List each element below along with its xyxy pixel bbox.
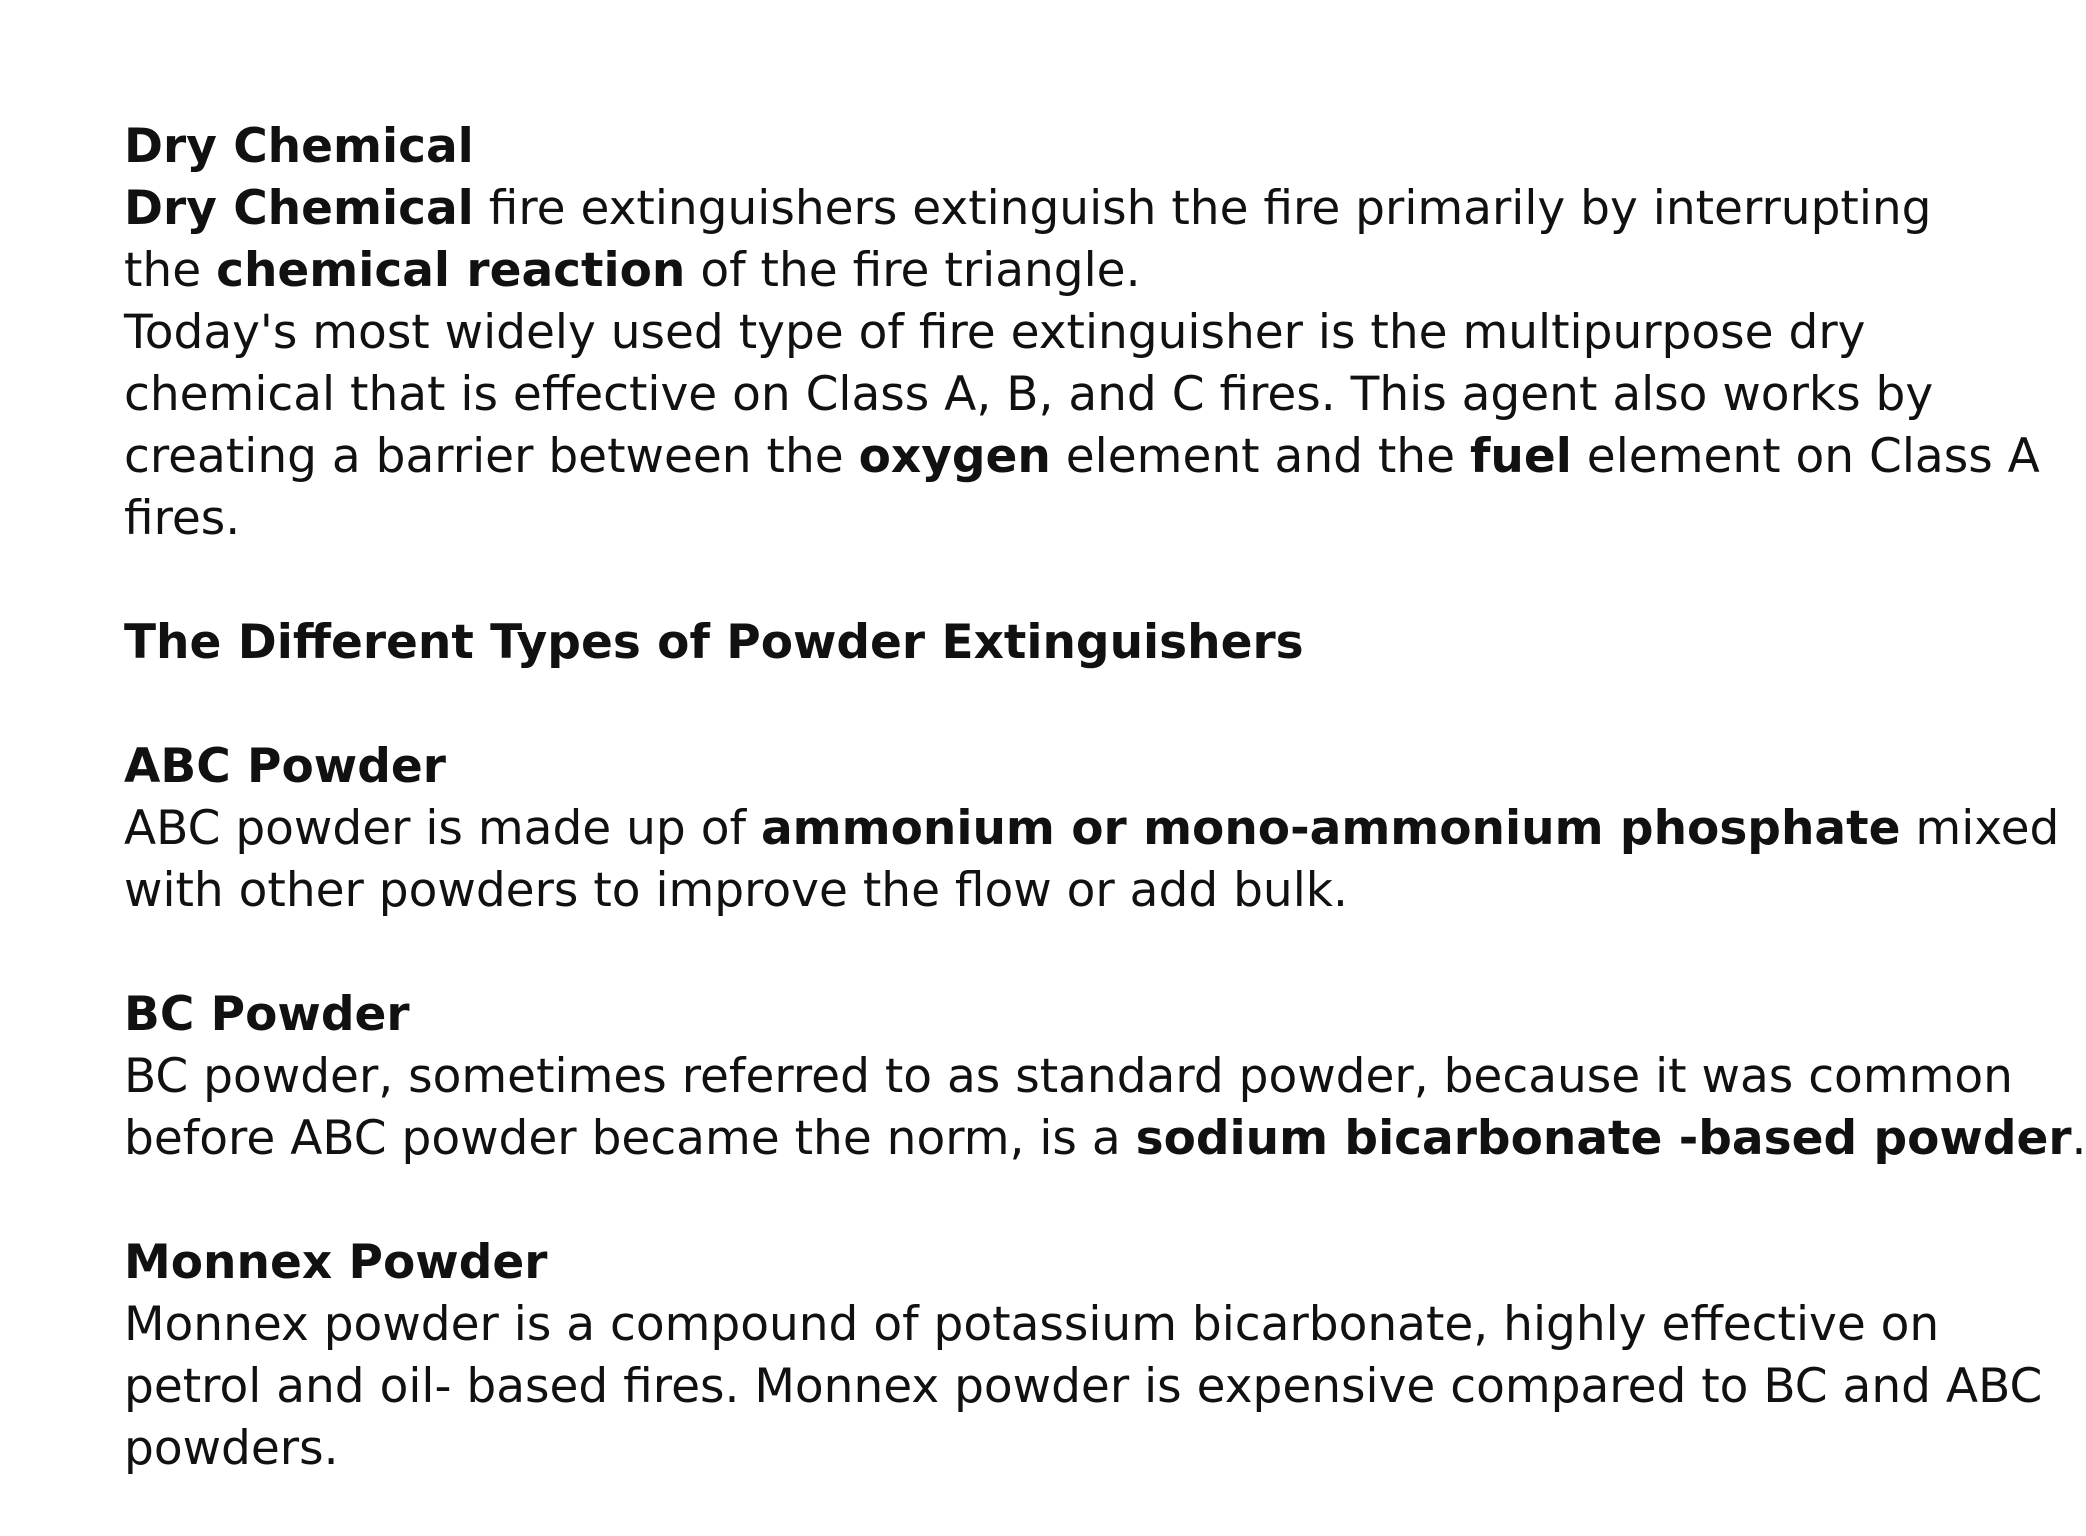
monnex-powder-heading: Monnex Powder — [124, 1235, 548, 1290]
dry-chemical-text: the — [124, 243, 217, 298]
dry-chemical-paragraph-line-1 — [124, 178, 2024, 240]
multipurpose-paragraph-line-2: chemical that is effective on Class A, B, and C fires. This agent also works by — [124, 367, 1934, 422]
multipurpose-paragraph-line-1: Today's most widely used type of fire extinguisher is the multipurpose dry — [124, 305, 1866, 360]
bc-powder-text: . — [2071, 1111, 2086, 1166]
multipurpose-paragraph-line-3 — [124, 426, 2040, 488]
slide-content — [124, 116, 2086, 1480]
dry-chemical-paragraph-line-2 — [124, 240, 2024, 302]
bc-powder-line-2 — [124, 1108, 2086, 1170]
sodium-bicarbonate-term: sodium bicarbonate -based powder — [1135, 1111, 2072, 1166]
fuel-term: fuel — [1469, 429, 1572, 484]
multipurpose-text: element and the — [1050, 429, 1470, 484]
abc-powder-line-2: with other powders to improve the flow or add bulk. — [124, 863, 1348, 918]
oxygen-term: oxygen — [858, 429, 1051, 484]
bc-powder-text: before ABC powder became the norm, is a — [124, 1111, 1136, 1166]
abc-powder-heading: ABC Powder — [124, 739, 446, 794]
spacer — [124, 1170, 2024, 1232]
spacer — [124, 674, 2024, 736]
multipurpose-text: element on Class A — [1571, 429, 2040, 484]
dry-chemical-text: fire extinguishers extinguish the fire primarily by interrupting — [473, 181, 1932, 236]
spacer — [124, 550, 2024, 612]
abc-powder-text: mixed — [1900, 801, 2060, 856]
spacer — [124, 922, 2024, 984]
bc-powder-line-1: BC powder, sometimes referred to as standard powder, because it was common — [124, 1049, 2013, 1104]
abc-powder-line-1 — [124, 798, 2060, 860]
multipurpose-paragraph-line-4: fires. — [124, 491, 241, 546]
chemical-reaction-term: chemical reaction — [216, 243, 686, 298]
dry-chemical-text: of the fire triangle. — [685, 243, 1141, 298]
monnex-powder-line-2: petrol and oil- based fires. Monnex powder is expensive compared to BC and ABC — [124, 1359, 2043, 1414]
abc-powder-text: ABC powder is made up of — [124, 801, 761, 856]
dry-chemical-term: Dry Chemical — [124, 181, 474, 236]
bc-powder-heading: BC Powder — [124, 987, 410, 1042]
ammonium-phosphate-term: ammonium or mono-ammonium phosphate — [760, 801, 1901, 856]
powder-types-heading: The Different Types of Powder Extinguishers — [124, 615, 1304, 670]
monnex-powder-line-3: powders. — [124, 1421, 339, 1476]
dry-chemical-heading: Dry Chemical — [124, 119, 474, 174]
multipurpose-text: creating a barrier between the — [124, 429, 859, 484]
monnex-powder-line-1: Monnex powder is a compound of potassium bicarbonate, highly effective on — [124, 1297, 1940, 1352]
